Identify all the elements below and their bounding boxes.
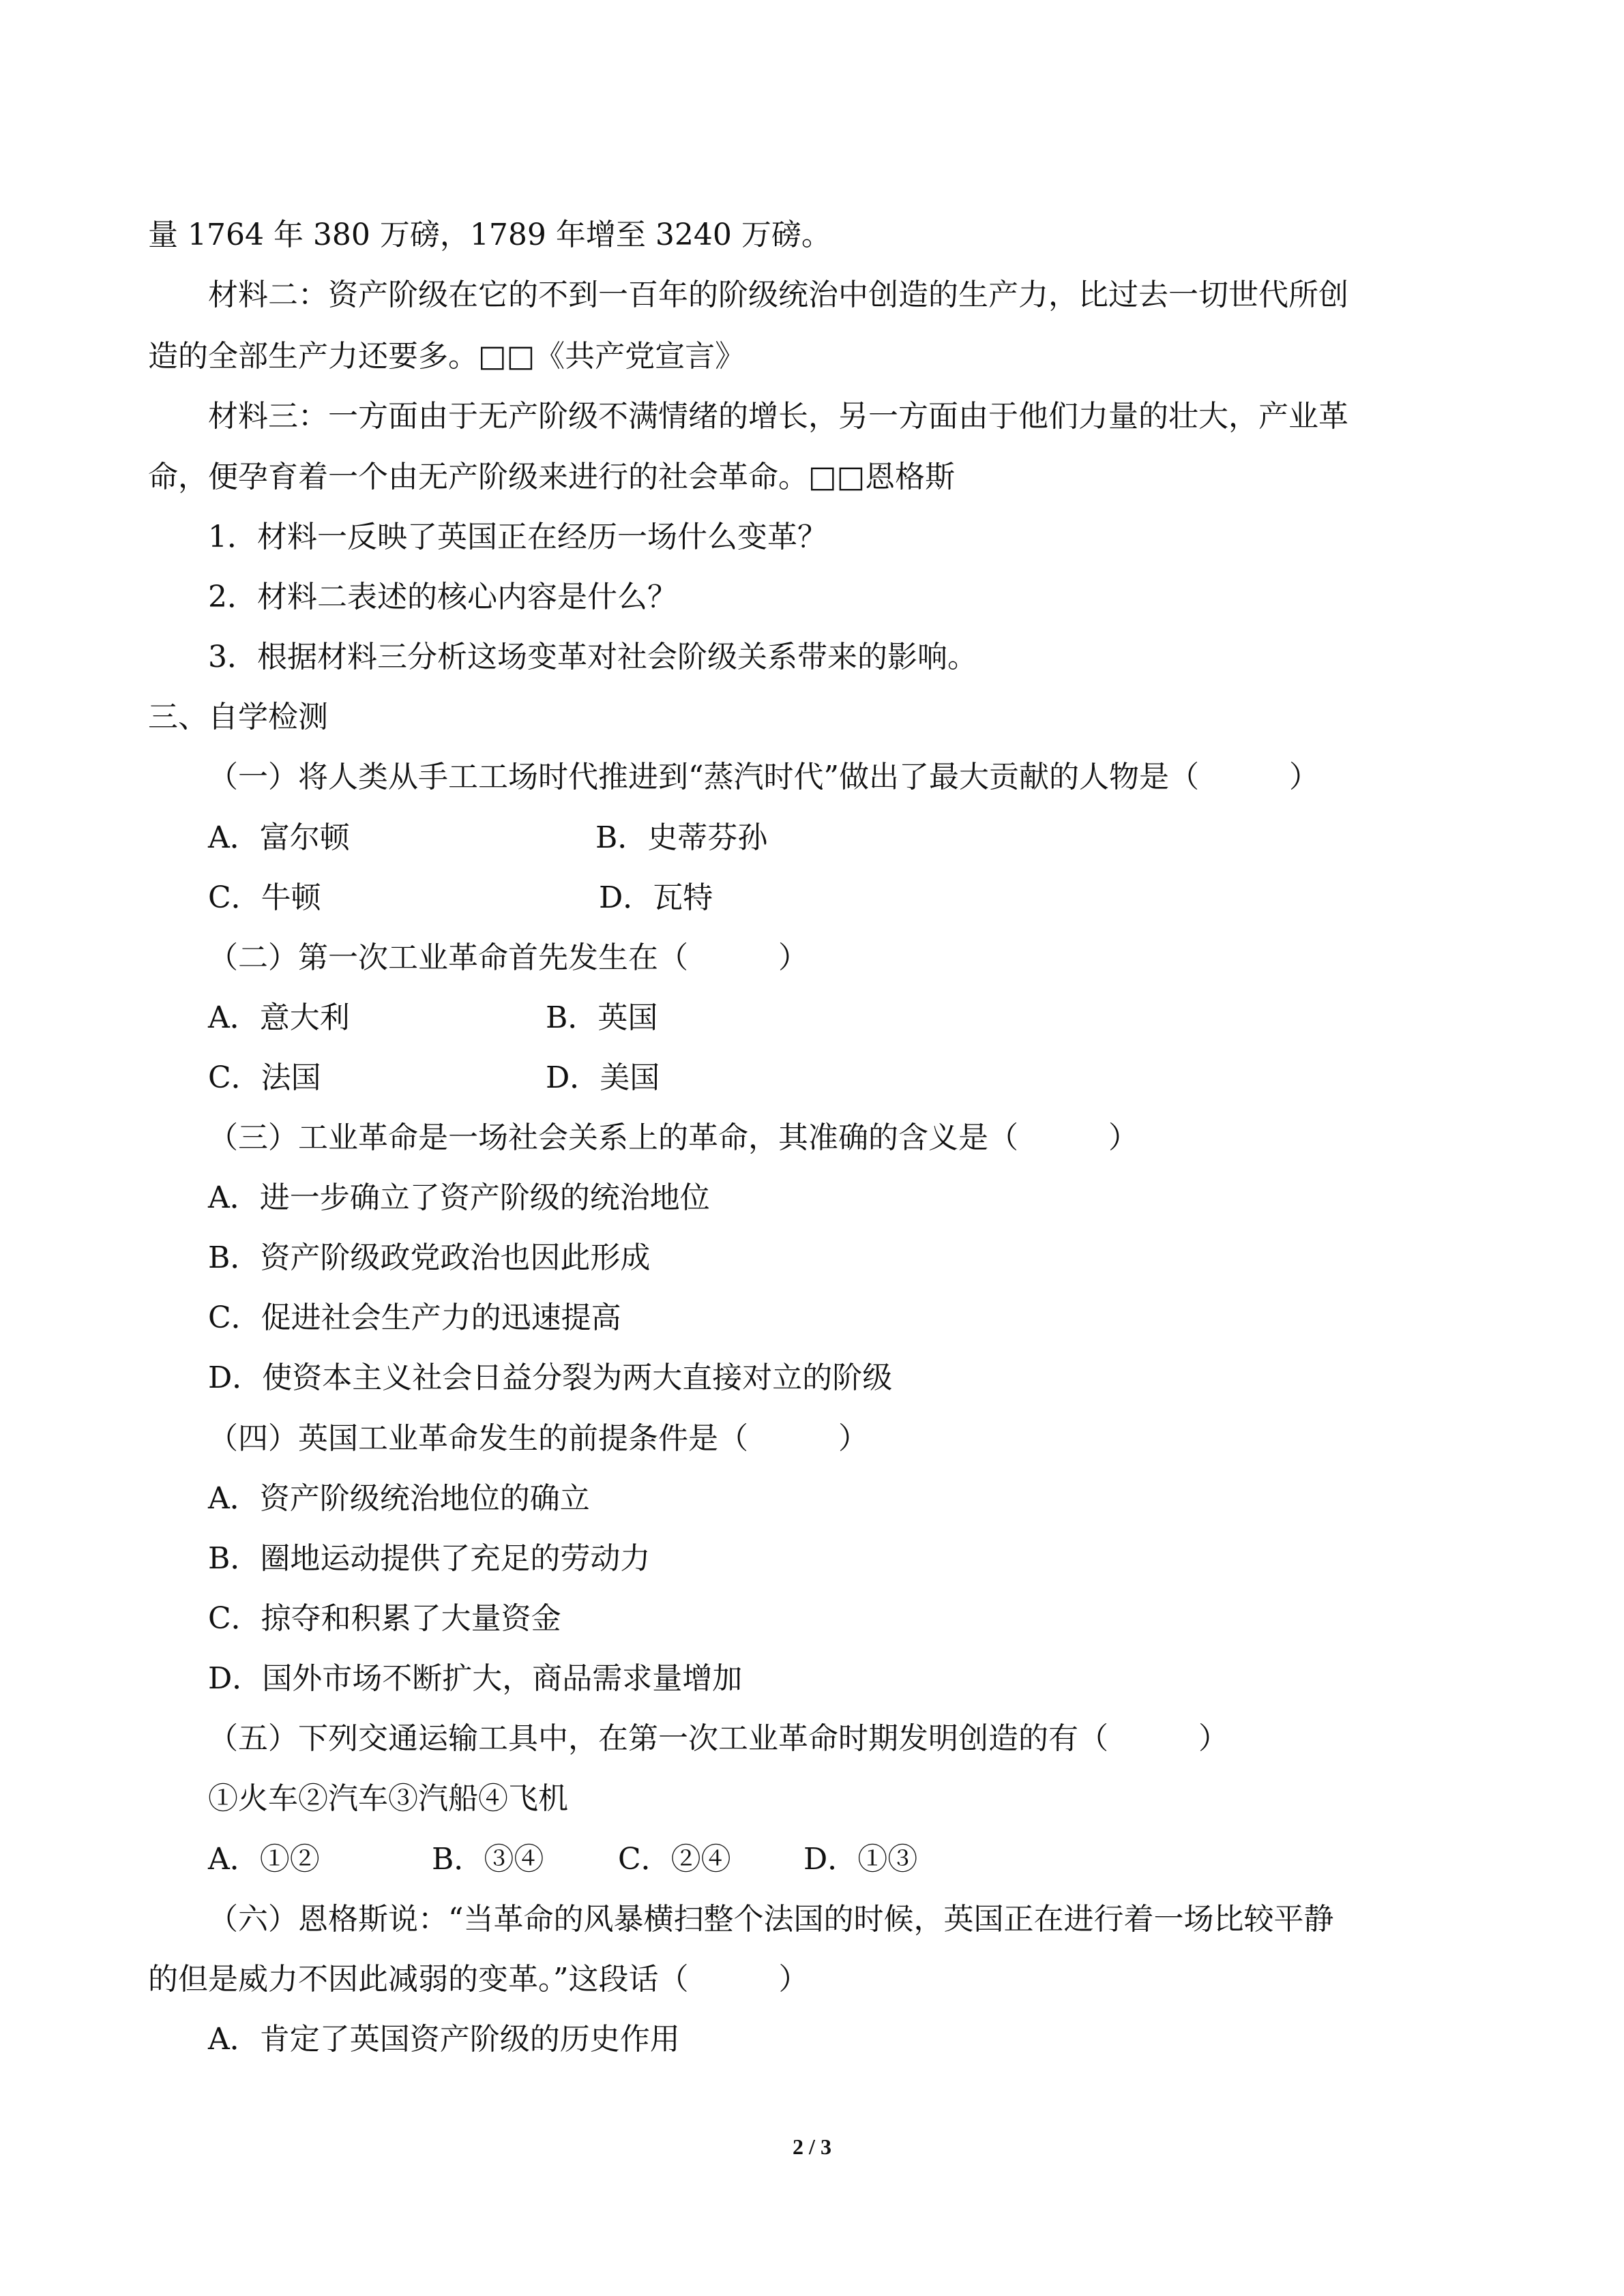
question-6-stem-line-2: 的但是威力不因此减弱的变革。”这段话（ ）	[148, 1962, 809, 1997]
material-1-tail: 量 1764 年 380 万磅，1789 年增至 3240 万磅。	[148, 218, 831, 252]
material-3-line-2: 命，便孕育着一个由无产阶级来进行的社会革命。□□恩格斯	[148, 460, 956, 494]
question-5-option-d: D．①③	[803, 1842, 918, 1877]
question-6-option-a: A．肯定了英国资产阶级的历史作用	[208, 2022, 680, 2057]
question-4-option-d: D．国外市场不断扩大，商品需求量增加	[208, 1661, 743, 1696]
question-1-stem: （一）将人类从手工工场时代推进到“蒸汽时代”做出了最大贡献的人物是（ ）	[208, 760, 1319, 794]
question-5-option-c: C．②④	[618, 1842, 731, 1877]
question-5-option-b: B．③④	[432, 1842, 544, 1877]
question-3-stem: （三）工业革命是一场社会关系上的革命，其准确的含义是（ ）	[208, 1120, 1138, 1155]
question-2-option-c: C．法国	[208, 1060, 321, 1095]
material-question-3: 3．根据材料三分析这场变革对社会阶级关系带来的影响。	[208, 640, 977, 674]
question-4-stem: （四）英国工业革命发生的前提条件是（ ）	[208, 1421, 868, 1456]
question-1-option-a: A．富尔顿	[208, 820, 350, 855]
question-3-option-d: D．使资本主义社会日益分裂为两大直接对立的阶级	[208, 1360, 893, 1395]
material-2-line-2: 造的全部生产力还要多。□□《共产党宣言》	[148, 339, 745, 374]
question-6-stem-line-1: （六）恩格斯说：“当革命的风暴横扫整个法国的时候，英国正在进行着一场比较平静	[208, 1902, 1334, 1937]
question-3-option-b: B．资产阶级政党政治也因此形成	[208, 1240, 651, 1275]
question-4-option-a: A．资产阶级统治地位的确立	[208, 1481, 590, 1516]
page-number: 2 / 3	[793, 2134, 831, 2159]
question-1-option-b: B．史蒂芬孙	[595, 820, 768, 855]
question-5-option-a: A．①②	[208, 1842, 320, 1877]
question-2-option-d: D．美国	[546, 1060, 660, 1095]
material-question-2: 2．材料二表述的核心内容是什么？	[208, 580, 677, 614]
question-3-option-c: C．促进社会生产力的迅速提高	[208, 1300, 621, 1335]
material-3-line-1: 材料三：一方面由于无产阶级不满情绪的增长，另一方面由于他们力量的壮大，产业革	[208, 399, 1348, 434]
material-question-1: 1．材料一反映了英国正在经历一场什么变革？	[208, 520, 827, 554]
question-1-option-c: C．牛顿	[208, 880, 321, 915]
question-5-stem: （五）下列交通运输工具中，在第一次工业革命时期发明创造的有（ ）	[208, 1721, 1228, 1756]
question-4-option-c: C．掠夺和积累了大量资金	[208, 1601, 561, 1636]
question-2-stem: （二）第一次工业革命首先发生在（ ）	[208, 940, 808, 975]
material-2-line-1: 材料二：资产阶级在它的不到一百年的阶级统治中创造的生产力，比过去一切世代所创	[208, 278, 1348, 312]
question-3-option-a: A．进一步确立了资产阶级的统治地位	[208, 1180, 710, 1215]
question-2-option-b: B．英国	[546, 1000, 658, 1035]
question-2-option-a: A．意大利	[208, 1000, 350, 1035]
question-4-option-b: B．圈地运动提供了充足的劳动力	[208, 1541, 651, 1576]
question-1-option-d: D．瓦特	[599, 880, 713, 915]
section-title: 三、自学检测	[148, 700, 328, 734]
question-5-choices: ①火车②汽车③汽船④飞机	[208, 1781, 568, 1816]
